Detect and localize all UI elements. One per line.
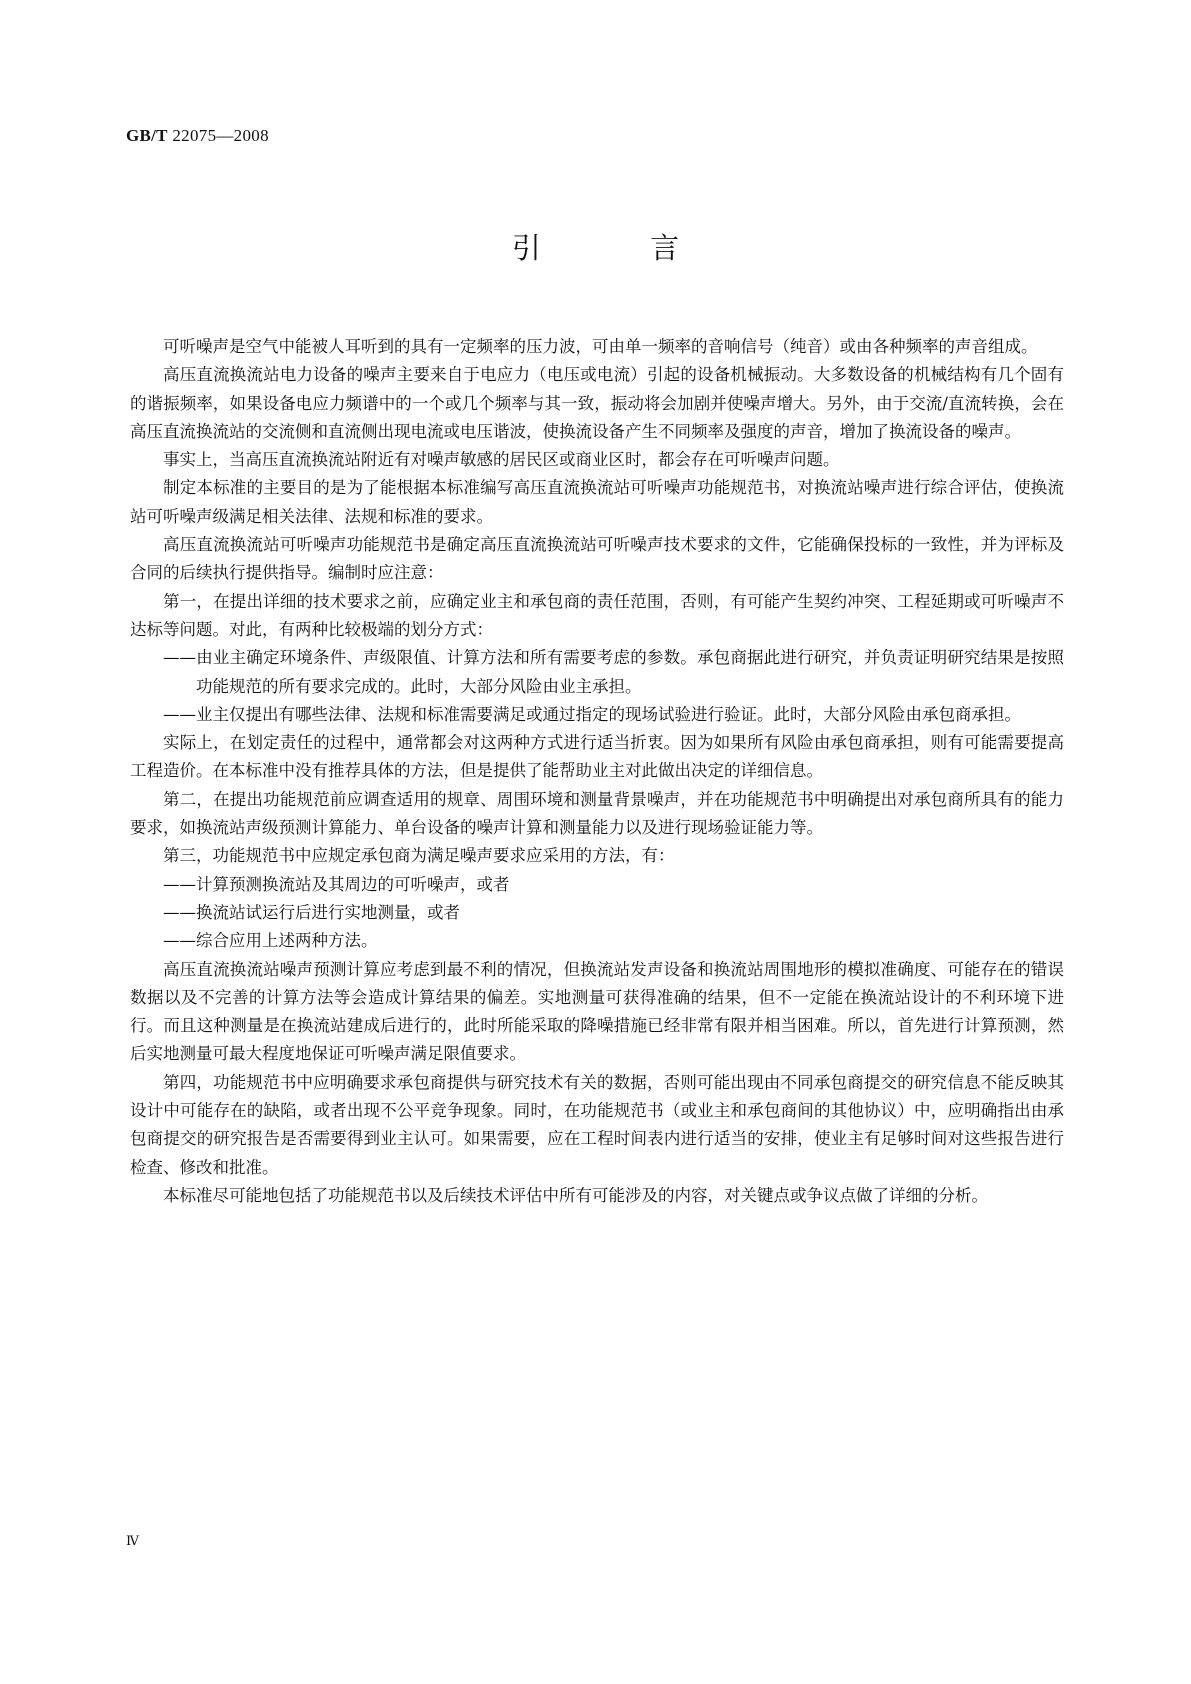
paragraph: 本标准尽可能地包括了功能规范书以及后续技术评估中所有可能涉及的内容，对关键点或争议点做了详细的分析。 — [163, 1185, 988, 1205]
dash-list-item: ——计算预测换流站及其周边的可听噪声，或者 — [163, 874, 510, 894]
page-number: Ⅳ — [126, 1533, 139, 1548]
page-title: 引 言 — [511, 231, 730, 265]
paragraph: 高压直流换流站可听噪声功能规范书是确定高压直流换流站可听噪声技术要求的文件，它能确保投标的一致性，并为评标及合同的后续执行提供指导。编制时应注意： — [130, 535, 1064, 583]
standard-code-prefix: GB/T — [126, 126, 168, 145]
paragraph: 高压直流换流站电力设备的噪声主要来自于电应力（电压或电流）引起的设备机械振动。大多数设备的机械结构有几个固有的谐振频率，如果设备电应力频谱中的一个或几个频率与其一致，振动将会加剧并使噪声增大。另外，由于交流/直流转换，会在高压直流换流站的交流侧和直流侧出现电流或电压谐波，使换流设备产生不同频率及强度的声音，增加了换流设备的噪声。 — [130, 365, 1064, 441]
paragraph: 事实上，当高压直流换流站附近有对噪声敏感的居民区或商业区时，都会存在可听噪声问题。 — [163, 450, 840, 470]
paragraph: 制定本标准的主要目的是为了能根据本标准编写高压直流换流站可听噪声功能规范书，对换流站噪声进行综合评估，使换流站可听噪声级满足相关法律、法规和标准的要求。 — [130, 478, 1064, 526]
dash-list-item: ——换流站试运行后进行实地测量，或者 — [163, 902, 460, 922]
paragraph: 可听噪声是空气中能被人耳听到的具有一定频率的压力波，可由单一频率的音响信号（纯音）或由各种频率的声音组成。 — [163, 337, 1038, 356]
paragraph: 实际上，在划定责任的过程中，通常都会对这两种方式进行适当折衷。因为如果所有风险由承包商承担，则有可能需要提高工程造价。在本标准中没有推荐具体的方法，但是提供了能帮助业主对此做出决定的详细信息。 — [130, 733, 1064, 781]
standard-code — [126, 126, 269, 146]
paragraph: 高压直流换流站噪声预测计算应考虑到最不利的情况，但换流站发声设备和换流站周围地形的模拟准确度、可能存在的错误数据以及不完善的计算方法等会造成计算结果的偏差。实地测量可获得准确的结果，但不一定能在换流站设计的不利环境下进行。而且这种测量是在换流站建成后进行的，此时所能采取的降噪措施已经非常有限并相当困难。所以，首先进行计算预测，然后实地测量可最大程度地保证可听噪声满足限值要求。 — [130, 959, 1064, 1064]
paragraph: 第四，功能规范书中应明确要求承包商提供与研究技术有关的数据，否则可能出现由不同承包商提交的研究信息不能反映其设计中可能存在的缺陷，或者出现不公平竞争现象。同时，在功能规范书（或业主和承包商间的其他协议）中，应明确指出由承包商提交的研究报告是否需要得到业主认可。如果需要，应在工程时间表内进行适当的安排，使业主有足够时间对这些报告进行检查、修改和批准。 — [130, 1072, 1064, 1177]
paragraph: 第二，在提出功能规范前应调查适用的规章、周围环境和测量背景噪声，并在功能规范书中明确提出对承包商所具有的能力要求，如换流站声级预测计算能力、单台设备的噪声计算和测量能力以及进行现场验证能力等。 — [130, 789, 1064, 838]
standard-code-number: 22075—2008 — [167, 126, 269, 145]
introduction-body — [130, 333, 1064, 1210]
dash-list-item: ——业主仅提出有哪些法律、法规和标准需要满足或通过指定的现场试验进行验证。此时，大部分风险由承包商承担。 — [163, 704, 1021, 724]
dash-list-item: ——综合应用上述两种方法。 — [163, 931, 378, 951]
paragraph: 第一，在提出详细的技术要求之前，应确定业主和承包商的责任范围，否则，有可能产生契约冲突、工程延期或可听噪声不达标等问题。对此，有两种比较极端的划分方式： — [130, 591, 1064, 639]
paragraph: 第三，功能规范书中应规定承包商为满足噪声要求应采用的方法，有： — [163, 846, 675, 866]
dash-list-item: ——由业主确定环境条件、声级限值、计算方法和所有需要考虑的参数。承包商据此进行研究，并负责证明研究结果是按照功能规范的所有要求完成的。此时，大部分风险由业主承担。 — [163, 648, 1064, 696]
